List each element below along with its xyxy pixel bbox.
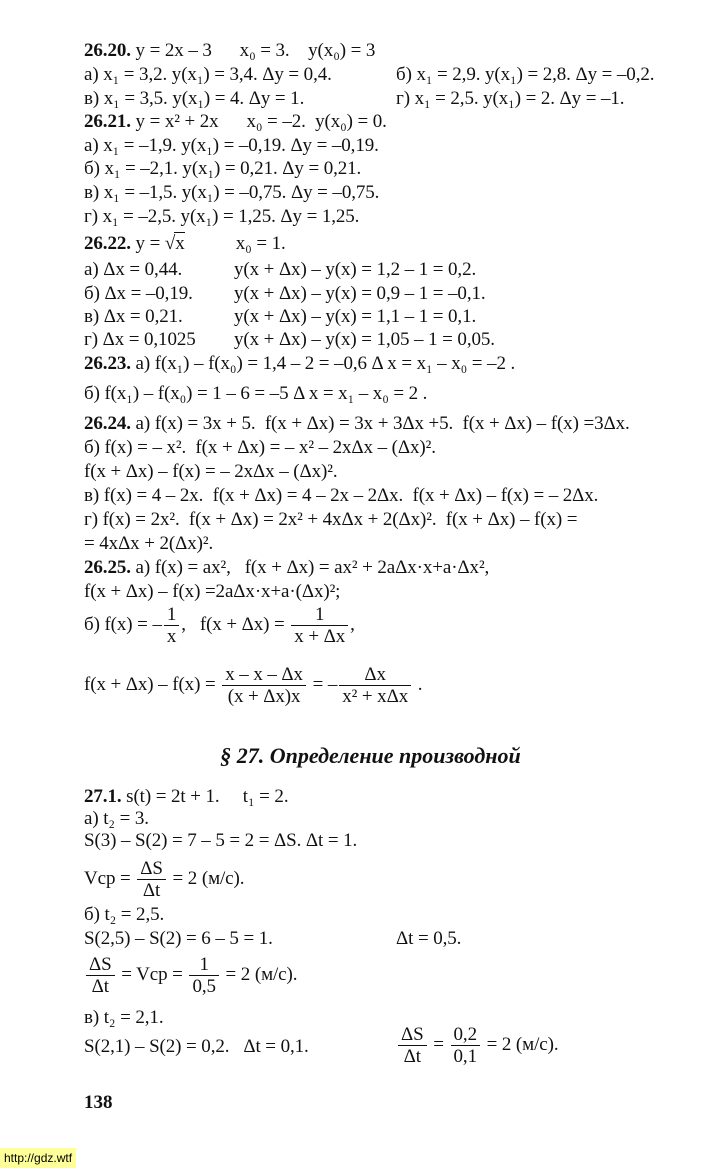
formula-text: б) f(x) = – (84, 613, 162, 635)
denominator: x + Δx (294, 626, 346, 647)
line-27-1-a2: S(3) – S(2) = 7 – 5 = 2 = ΔS. Δt = 1. (84, 830, 358, 851)
problem-26-25-a (84, 557, 489, 579)
denominator: Δt (91, 976, 109, 997)
numerator: ΔS (137, 858, 166, 880)
delta-a: а) Δx = 0,44. (84, 259, 183, 280)
fraction-difference (222, 664, 306, 707)
problem-number: 26.22. (84, 233, 131, 254)
problem-number: 26.21. (84, 111, 131, 132)
problem-number: 26.24. (84, 413, 131, 434)
fraction-1-over-x-plus-dx (291, 604, 348, 647)
line-27-1-b: б) t₂ = 2,5. (84, 904, 165, 925)
line-26-21-c: в) x₁ = –1,5. y(x₁) = –0,75. Δy = –0,75. (84, 182, 380, 203)
formula-text: = 2 (м/с). (167, 867, 245, 889)
answer-c: в) x₁ = 3,5. y(x₁) = 4. Δy = 1. (84, 88, 305, 109)
denominator: 0,1 (453, 1046, 477, 1067)
answer-b: б) x₁ = 2,9. y(x₁) = 2,8. Δy = –0,2. (396, 64, 655, 85)
line-26-20-c (84, 88, 625, 110)
line-26-24-b: б) f(x) = – x². f(x + Δx) = – x² – 2xΔx – (Δx)². (84, 437, 436, 458)
line-26-25-b (84, 604, 355, 647)
line-26-24-d2: = 4xΔx + 2(Δx)². (84, 533, 214, 554)
delta-b: б) Δx = –0,19. (84, 283, 193, 304)
formula-text: Vср = (84, 867, 136, 889)
section-heading: § 27. Определение производной (220, 743, 521, 768)
line-26-24-d: г) f(x) = 2x². f(x + Δx) = 2x² + 4xΔx + 2(Δx)². f(x + Δx) – f(x) = (84, 509, 578, 530)
line-26-22-b (84, 283, 486, 305)
problem-26-24-a (84, 413, 630, 435)
denominator: Δt (142, 880, 161, 901)
formula-text: = 2 (м/с). (481, 1033, 559, 1055)
numerator: ΔS (398, 1024, 427, 1046)
problem-number: 27.1. (84, 786, 122, 807)
numerator: x – x – Δx (222, 664, 306, 686)
answer-d: г) x₁ = 2,5. y(x₁) = 2. Δy = –1. (396, 88, 625, 109)
line-26-25-a2: f(x + Δx) – f(x) =2aΔx·x+a·(Δx)²; (84, 581, 341, 602)
problem-number: 26.20. (84, 40, 131, 61)
page-number: 138 (84, 1092, 113, 1113)
line-27-1-b3 (84, 954, 297, 997)
line-27-1-a3 (84, 858, 244, 901)
numerator: Δx (339, 664, 411, 686)
delta-t: Δt = 0,5. (396, 928, 462, 949)
line-26-22-a (84, 259, 477, 281)
problem-26-23-a (84, 353, 515, 375)
fraction-ds-dt (137, 858, 166, 901)
line-27-1-a: а) t₂ = 3. (84, 808, 149, 829)
line-26-24-c: в) f(x) = 4 – 2x. f(x + Δx) = 4 – 2x – 2Δx. f(x + Δx) – f(x) = – 2Δx. (84, 485, 599, 506)
formula-text: , (350, 613, 355, 635)
problem-text: а) f(x) = ax², f(x + Δx) = ax² + 2aΔx·x+a·Δx², (130, 557, 490, 578)
formula-text: = (428, 1033, 449, 1055)
line-26-22-d (84, 329, 495, 351)
result-b: y(x + Δx) – y(x) = 0,9 – 1 = –0,1. (234, 283, 486, 304)
line-26-25-b2 (84, 664, 422, 707)
numerator: 1 (164, 604, 179, 626)
formula-text: f(x + Δx) – f(x) = (84, 673, 221, 695)
numerator: 1 (291, 604, 348, 626)
formula-text: S(2,1) – S(2) = 0,2. Δt = 0,1. (84, 1036, 309, 1057)
result-c: y(x + Δx) – y(x) = 1,1 – 1 = 0,1. (234, 306, 477, 327)
line-26-21-b: б) x₁ = –2,1. y(x₁) = 0,21. Δy = 0,21. (84, 158, 362, 179)
fraction-1-over-x (164, 604, 179, 647)
problem-26-22-header: 26.22. y = √x x₀ = 1. (84, 233, 286, 254)
numerator: 1 (189, 954, 218, 976)
problem-text: y = x² + 2x x₀ = –2. y(x₀) = 0. (130, 111, 387, 132)
fraction-ds-dt (398, 1024, 427, 1067)
formula-ratio (396, 1024, 558, 1067)
answer-a: а) x₁ = 3,2. y(x₁) = 3,4. Δy = 0,4. (84, 64, 332, 85)
problem-text-x0: x₀ = 1. (184, 233, 286, 254)
denominator: x² + xΔx (342, 686, 409, 707)
delta-d: г) Δx = 0,1025 (84, 329, 196, 350)
problem-26-23-b: б) f(x₁) – f(x₀) = 1 – 6 = –5 Δ x = x₁ – x₀ = 2 . (84, 383, 428, 404)
formula-text: . (413, 673, 423, 695)
formula-text: = – (307, 673, 338, 695)
problem-26-20-header (84, 40, 375, 62)
sqrt-radicand: x (175, 233, 185, 254)
denominator: x (166, 626, 177, 647)
problem-number: 26.23. (84, 353, 131, 374)
fraction-1-over-0-5 (189, 954, 218, 997)
denominator: 0,5 (192, 976, 216, 997)
fraction-ds-dt (86, 954, 115, 997)
problem-27-1-header (84, 786, 288, 808)
line-26-24-b2: f(x + Δx) – f(x) = – 2xΔx – (Δx)². (84, 461, 338, 482)
fraction-simplified (339, 664, 411, 707)
problem-text: s(t) = 2t + 1. t₁ = 2. (121, 786, 289, 807)
denominator: Δt (403, 1046, 421, 1067)
numerator: ΔS (86, 954, 115, 976)
result-d: y(x + Δx) – y(x) = 1,05 – 1 = 0,05. (234, 329, 495, 350)
formula-text: S(2,5) – S(2) = 6 – 5 = 1. (84, 928, 273, 949)
problem-26-21-header (84, 111, 387, 133)
line-27-1-b2 (84, 928, 462, 950)
problem-text: y = 2x – 3 x₀ = 3. y(x₀) = 3 (130, 40, 376, 61)
formula-text: = 2 (м/с). (220, 963, 298, 985)
denominator: (x + Δx)x (227, 686, 301, 707)
line-26-20-a (84, 64, 655, 86)
numerator: 0,2 (451, 1024, 480, 1046)
line-26-21-d: г) x₁ = –2,5. y(x₁) = 1,25. Δy = 1,25. (84, 206, 360, 227)
problem-text: а) f(x₁) – f(x₀) = 1,4 – 2 = –0,6 Δ x = x₁ – x₀ = –2 . (130, 353, 516, 374)
line-27-1-c: в) t₂ = 2,1. (84, 1007, 164, 1028)
problem-text: а) f(x) = 3x + 5. f(x + Δx) = 3x + 3Δx +5. f(x + Δx) – f(x) =3Δx. (130, 413, 630, 434)
formula-text: , f(x + Δx) = (181, 613, 290, 635)
result-a: y(x + Δx) – y(x) = 1,2 – 1 = 0,2. (234, 259, 477, 280)
line-26-22-c (84, 306, 477, 328)
line-26-21-a: а) x₁ = –1,9. y(x₁) = –0,19. Δy = –0,19. (84, 135, 379, 156)
problem-text: y = (130, 233, 165, 254)
formula-text: = Vср = (116, 963, 188, 985)
delta-c: в) Δx = 0,21. (84, 306, 183, 327)
fraction-0-2-over-0-1 (451, 1024, 480, 1067)
watermark: http://gdz.wtf (0, 1148, 76, 1168)
problem-number: 26.25. (84, 557, 131, 578)
